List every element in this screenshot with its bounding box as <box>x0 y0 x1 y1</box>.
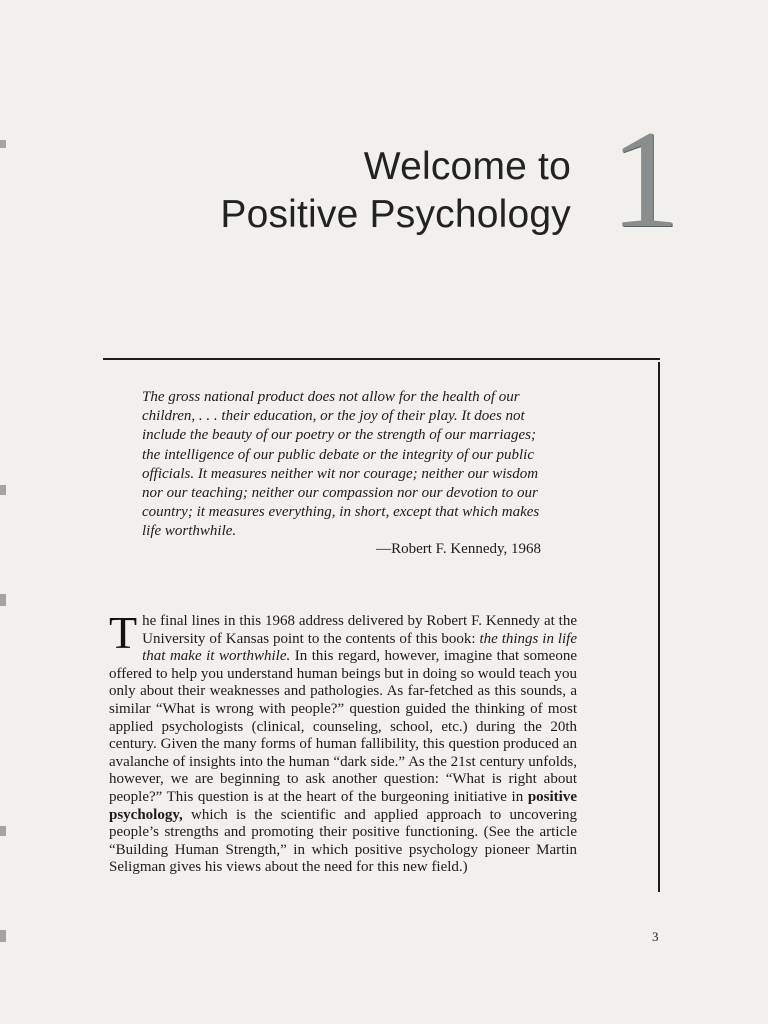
epigraph-quote: The gross national product does not allow for the health of our children, . . . their education, or the joy of their play. It does not include the beauty of our poetry or the strength of our marriages; the intelligence of our public debate or the integrity of our public officials. It measures neither wit nor courage; neither our wisdom nor our teaching; neither our compassion nor our devotion to our country; it measures everything, in short, except that which makes life worthwhile. <box>142 389 540 540</box>
body-text-bold-term: positive psychology, <box>109 788 577 823</box>
epigraph-attribution: —Robert F. Kennedy, 1968 <box>376 541 541 557</box>
body-paragraph <box>109 607 578 877</box>
scan-edge-mark <box>0 594 6 606</box>
drop-cap: T <box>109 607 138 658</box>
scan-edge-mark <box>0 140 6 148</box>
chapter-title <box>220 143 571 239</box>
body-text-italic: the things in life that make it worthwhile. <box>142 630 578 665</box>
chapter-title-line-2: Positive Psychology <box>220 193 571 236</box>
body-text-part-2: In this regard, however, imagine that someone offered to help you understand human beings but in doing so would teach you only about their weaknesses and pathologies. As far-fetched as this sounds, a similar “What is wrong with people?” question guided the thinking of most applied psychologists (clinical, counseling, school, etc.) during the 20th century. Given the many forms of human fallibility, this question produced an avalanche of insights into the human “dark side.” As the 21st century unfolds, however, we are beginning to ask another question: “What is right about people?” This question is at the heart of the burgeoning initiative in <box>109 648 577 805</box>
epigraph-top-rule <box>103 358 660 360</box>
page-number: 3 <box>652 929 659 944</box>
body-text-part-3: which is the scientific and applied approach to uncovering people’s strengths and promoting their positive functioning. (See the article “Building Human Strength,” in which positive psychology pioneer Martin Seligman gives his views about the need for this new field.) <box>109 806 577 876</box>
chapter-number: 1 <box>610 102 680 257</box>
epigraph-right-rule <box>658 362 660 892</box>
scan-edge-mark <box>0 485 6 495</box>
chapter-title-line-1: Welcome to <box>363 145 571 188</box>
scan-edge-mark <box>0 930 6 942</box>
body-text-part-1: he final lines in this 1968 address delivered by Robert F. Kennedy at the University of Kansas point to the contents of this book: <box>142 613 577 647</box>
scan-edge-mark <box>0 826 6 836</box>
